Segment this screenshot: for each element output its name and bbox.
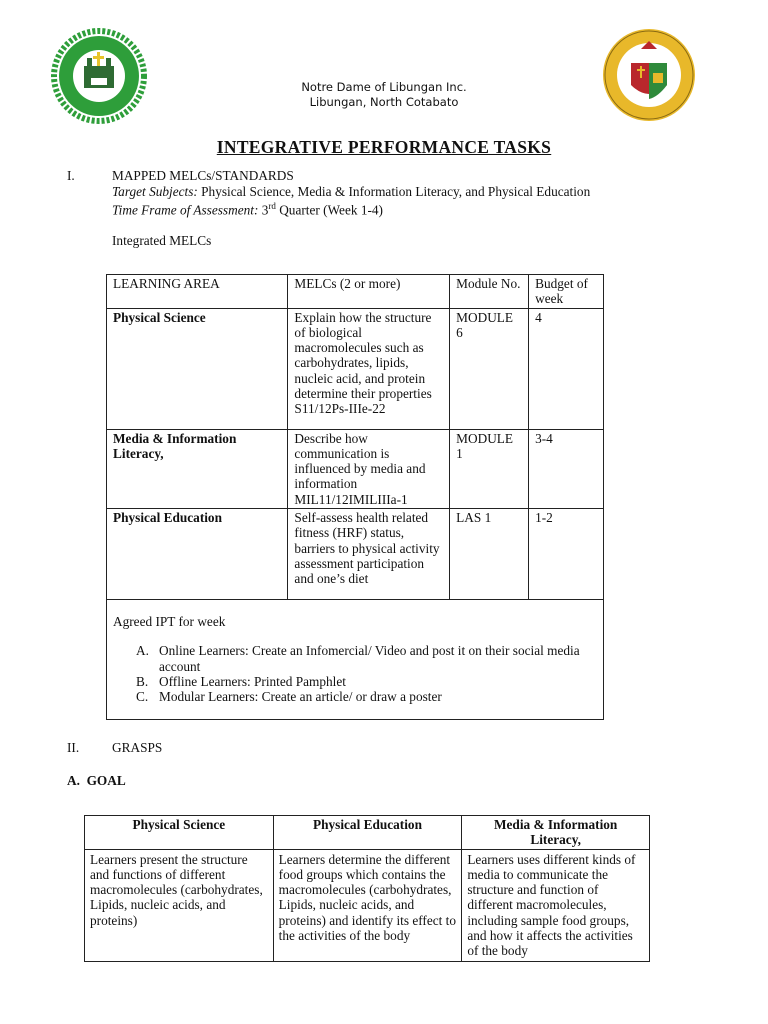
header-physical-science: Physical Science	[85, 816, 274, 850]
section-one	[67, 168, 667, 184]
list-item	[113, 643, 597, 674]
learning-area-cell: Physical Science	[107, 308, 288, 429]
melc-cell: Describe how communication is influenced by media and information MIL11/12IMILIIIa-1	[288, 429, 450, 508]
header-media-information-literacy: Media & Information Literacy,	[462, 816, 650, 850]
list-marker: B.	[136, 673, 149, 689]
ipt-row	[107, 600, 604, 720]
table-row	[107, 429, 604, 508]
module-cell: MODULE 1	[450, 429, 529, 508]
goal-heading: A. GOAL	[67, 773, 126, 788]
melc-table	[106, 274, 604, 720]
header-melcs: MELCs (2 or more)	[288, 275, 450, 309]
list-marker: C.	[136, 689, 149, 705]
header-budget-of-week: Budget of week	[529, 275, 604, 309]
list-item-text: Offline Learners: Printed Pamphlet	[159, 673, 346, 689]
school-name: Notre Dame of Libungan Inc.	[301, 80, 467, 94]
list-item-text: Modular Learners: Create an article/ or draw a poster	[159, 689, 442, 705]
learning-area-cell: Media & Information Literacy,	[107, 429, 288, 508]
section-number: II.	[67, 740, 80, 755]
table-header-row	[107, 275, 604, 309]
section-label: GRASPS	[112, 740, 163, 755]
list-marker: A.	[136, 643, 149, 659]
header-module-no: Module No.	[450, 275, 529, 309]
time-superscript: rd	[268, 201, 276, 211]
list-item	[113, 689, 597, 704]
melc-cell: Self-assess health related fitness (HRF) status, barriers to physical activity assessment participation and one’s diet	[288, 509, 450, 600]
budget-cell: 4	[529, 308, 604, 429]
section-two	[67, 740, 667, 756]
header-learning-area: LEARNING AREA	[107, 275, 288, 309]
table-row	[107, 509, 604, 600]
learning-area-cell: Physical Education	[107, 509, 288, 600]
target-value: Physical Science, Media & Information Literacy, and Physical Education	[197, 184, 591, 199]
goal-cell: Learners present the structure and functions of different macromolecules (carbohydrates, Lipids, nucleic acids, and proteins)	[85, 849, 274, 961]
time-value: 3	[258, 202, 269, 218]
table-header-row	[85, 816, 650, 850]
time-label: Time Frame of Assessment:	[112, 202, 259, 218]
target-subjects	[112, 184, 590, 200]
table-row	[85, 849, 650, 961]
ipt-list	[113, 643, 597, 704]
melc-cell: Explain how the structure of biological macromolecules such as carbohydrates, lipids, nucleic acid, and protein determine their properties S11/12Ps-IIIe-22	[288, 308, 450, 429]
section-label: MAPPED MELCs/STANDARDS	[112, 168, 294, 183]
integrated-melcs-label: Integrated MELCs	[112, 233, 212, 248]
header-physical-education: Physical Education	[273, 816, 462, 850]
list-item	[113, 674, 597, 689]
table-row	[107, 308, 604, 429]
goal-cell: Learners uses different kinds of media to communicate the structure and function of different macromolecules, including sample food groups, and how it affects the activities of the body	[462, 849, 650, 961]
budget-cell: 1-2	[529, 509, 604, 600]
module-cell: LAS 1	[450, 509, 529, 600]
module-cell: MODULE 6	[450, 308, 529, 429]
goal-table	[84, 815, 650, 962]
time-frame	[112, 201, 383, 218]
list-item-text: Online Learners: Create an Infomercial/ Video and post it on their social media account	[159, 643, 580, 674]
target-label: Target Subjects:	[112, 184, 198, 199]
ipt-title: Agreed IPT for week	[113, 614, 226, 630]
section-number: I.	[67, 168, 75, 183]
school-address: Libungan, North Cotabato	[309, 95, 459, 109]
budget-cell: 3-4	[529, 429, 604, 508]
goal-cell: Learners determine the different food groups which contains the macromolecules (carbohydrates, Lipids, nucleic acids, and proteins) and identify its effect to the activities of the body	[273, 849, 462, 961]
agreed-ipt-cell	[107, 600, 604, 720]
page-title: INTEGRATIVE PERFORMANCE TASKS	[216, 137, 552, 157]
time-value-rest: Quarter (Week 1-4)	[275, 202, 383, 218]
